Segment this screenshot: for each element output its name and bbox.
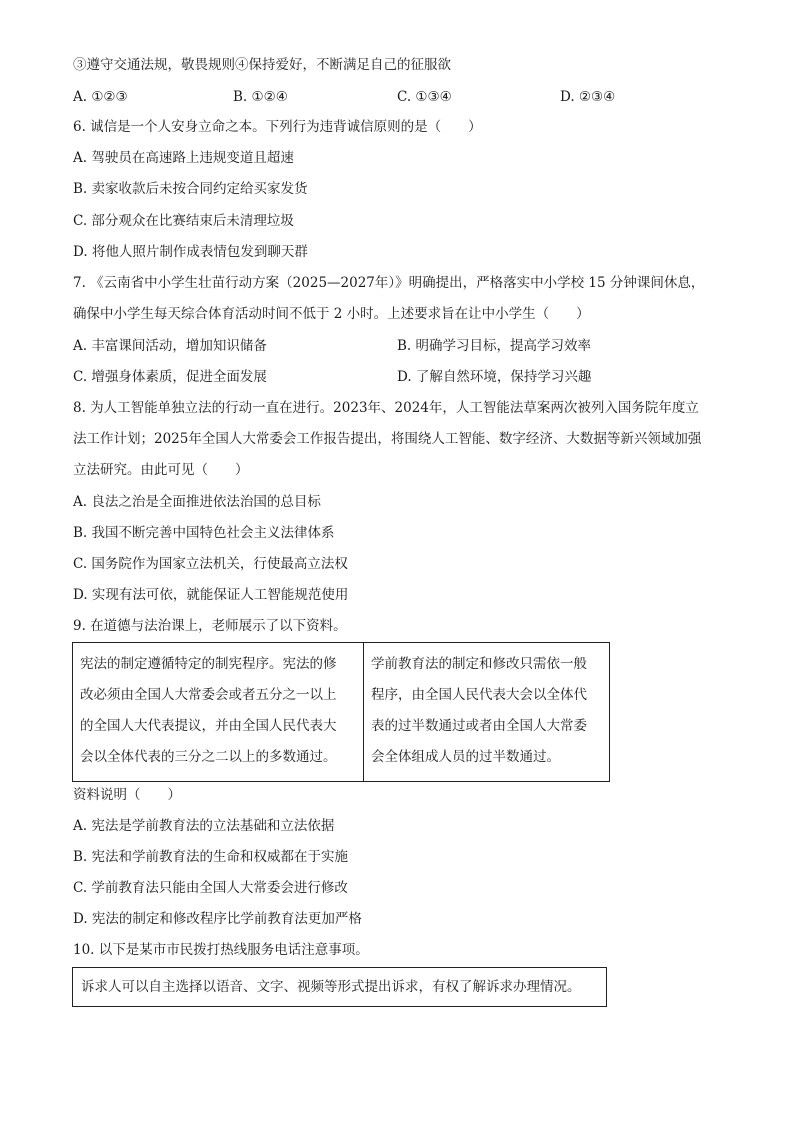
q9-left-line3: 的全国人大代表提议，并由全国人民代表大 xyxy=(80,718,337,734)
q6-option-a[interactable]: A. 驾驶员在高速路上违规变道且超速 xyxy=(73,150,294,166)
q5-option-d[interactable]: D. ②③④ xyxy=(560,89,616,105)
q9-option-d[interactable]: D. 宪法的制定和修改程序比学前教育法更加严格 xyxy=(73,911,362,927)
q9-right-line4: 会全体组成人员的过半数通过。 xyxy=(371,749,560,765)
q7-option-d[interactable]: D. 了解自然环境，保持学习兴趣 xyxy=(397,369,592,385)
q9-option-b[interactable]: B. 宪法和学前教育法的生命和权威都在于实施 xyxy=(73,849,349,865)
q9-right-line1: 学前教育法的制定和修改只需依一般 xyxy=(371,656,587,672)
q7-option-b[interactable]: B. 明确学习目标，提高学习效率 xyxy=(397,338,592,354)
q5-option-c[interactable]: C. ①③④ xyxy=(397,89,452,105)
q10-stem: 10. 以下是某市市民拨打热线服务电话注意事项。 xyxy=(73,942,369,958)
q8-option-a[interactable]: A. 良法之治是全面推进依法治国的总目标 xyxy=(73,494,321,510)
q6-stem: 6. 诚信是一个人安身立命之本。下列行为违背诚信原则的是（ ） xyxy=(73,119,482,135)
q6-option-b[interactable]: B. 卖家收款后未按合同约定给买家发货 xyxy=(73,181,308,197)
q7-stem-line2: 确保中小学生每天综合体育活动时间不低于 2 小时。上述要求旨在让中小学生（ ） xyxy=(73,306,590,322)
q7-option-c[interactable]: C. 增强身体素质，促进全面发展 xyxy=(73,369,267,385)
q9-option-c[interactable]: C. 学前教育法只能由全国人大常委会进行修改 xyxy=(73,880,348,896)
q8-stem-line2: 法工作计划；2025年全国人大常委会工作报告提出，将围绕人工智能、数字经济、大数据等新兴领域加强 xyxy=(73,431,702,447)
q5-option-b[interactable]: B. ①②④ xyxy=(233,89,288,105)
q8-option-b[interactable]: B. 我国不断完善中国特色社会主义法律体系 xyxy=(73,525,335,541)
q5-options xyxy=(73,87,713,107)
q9-right-line2: 程序，由全国人民代表大会以全体代 xyxy=(371,687,587,703)
q7-option-a[interactable]: A. 丰富课间活动，增加知识储备 xyxy=(73,338,267,354)
q9-left-line2: 改必须由全国人大常委会或者五分之一以上 xyxy=(80,687,337,703)
q7-options-row1 xyxy=(73,336,713,356)
q8-option-c[interactable]: C. 国务院作为国家立法机关，行使最高立法权 xyxy=(73,556,348,572)
q9-ask: 资料说明（ ） xyxy=(73,787,181,803)
q6-option-c[interactable]: C. 部分观众在比赛结束后未清理垃圾 xyxy=(73,213,294,229)
q7-stem-line1: 7. 《云南省中小学生壮苗行动方案（2025—2027年）》明确提出，严格落实中小学校 15 分钟课间休息， xyxy=(73,275,705,291)
q5-continuation: ③遵守交通法规，敬畏规则④保持爱好，不断满足自己的征服欲 xyxy=(73,57,451,73)
q10-material-box: 诉求人可以自主选择以语音、文字、视频等形式提出诉求，有权了解诉求办理情况。 xyxy=(72,967,607,1007)
q9-material-table xyxy=(72,642,610,782)
q5-option-a[interactable]: A. ①②③ xyxy=(73,89,128,105)
q9-left-line1: 宪法的制定遵循特定的制宪程序。宪法的修 xyxy=(80,656,337,672)
q9-option-a[interactable]: A. 宪法是学前教育法的立法基础和立法依据 xyxy=(73,818,335,834)
q7-options-row2 xyxy=(73,367,713,387)
q9-constitution-cell xyxy=(73,643,364,782)
q9-left-line4: 会以全体代表的三分之二以上的多数通过。 xyxy=(80,749,337,765)
q6-option-d[interactable]: D. 将他人照片制作成表情包发到聊天群 xyxy=(73,244,308,260)
q8-stem-line3: 立法研究。由此可见（ ） xyxy=(73,462,249,478)
q8-stem-line1: 8. 为人工智能单独立法的行动一直在进行。2023年、2024年，人工智能法草案两次被列入国务院年度立 xyxy=(73,400,699,416)
q9-stem: 9. 在道德与法治课上，老师展示了以下资料。 xyxy=(73,618,347,634)
q9-right-line3: 表的过半数通过或者由全国人大常委 xyxy=(371,718,587,734)
q9-preschool-law-cell xyxy=(364,643,610,782)
q8-option-d[interactable]: D. 实现有法可依，就能保证人工智能规范使用 xyxy=(73,587,349,603)
